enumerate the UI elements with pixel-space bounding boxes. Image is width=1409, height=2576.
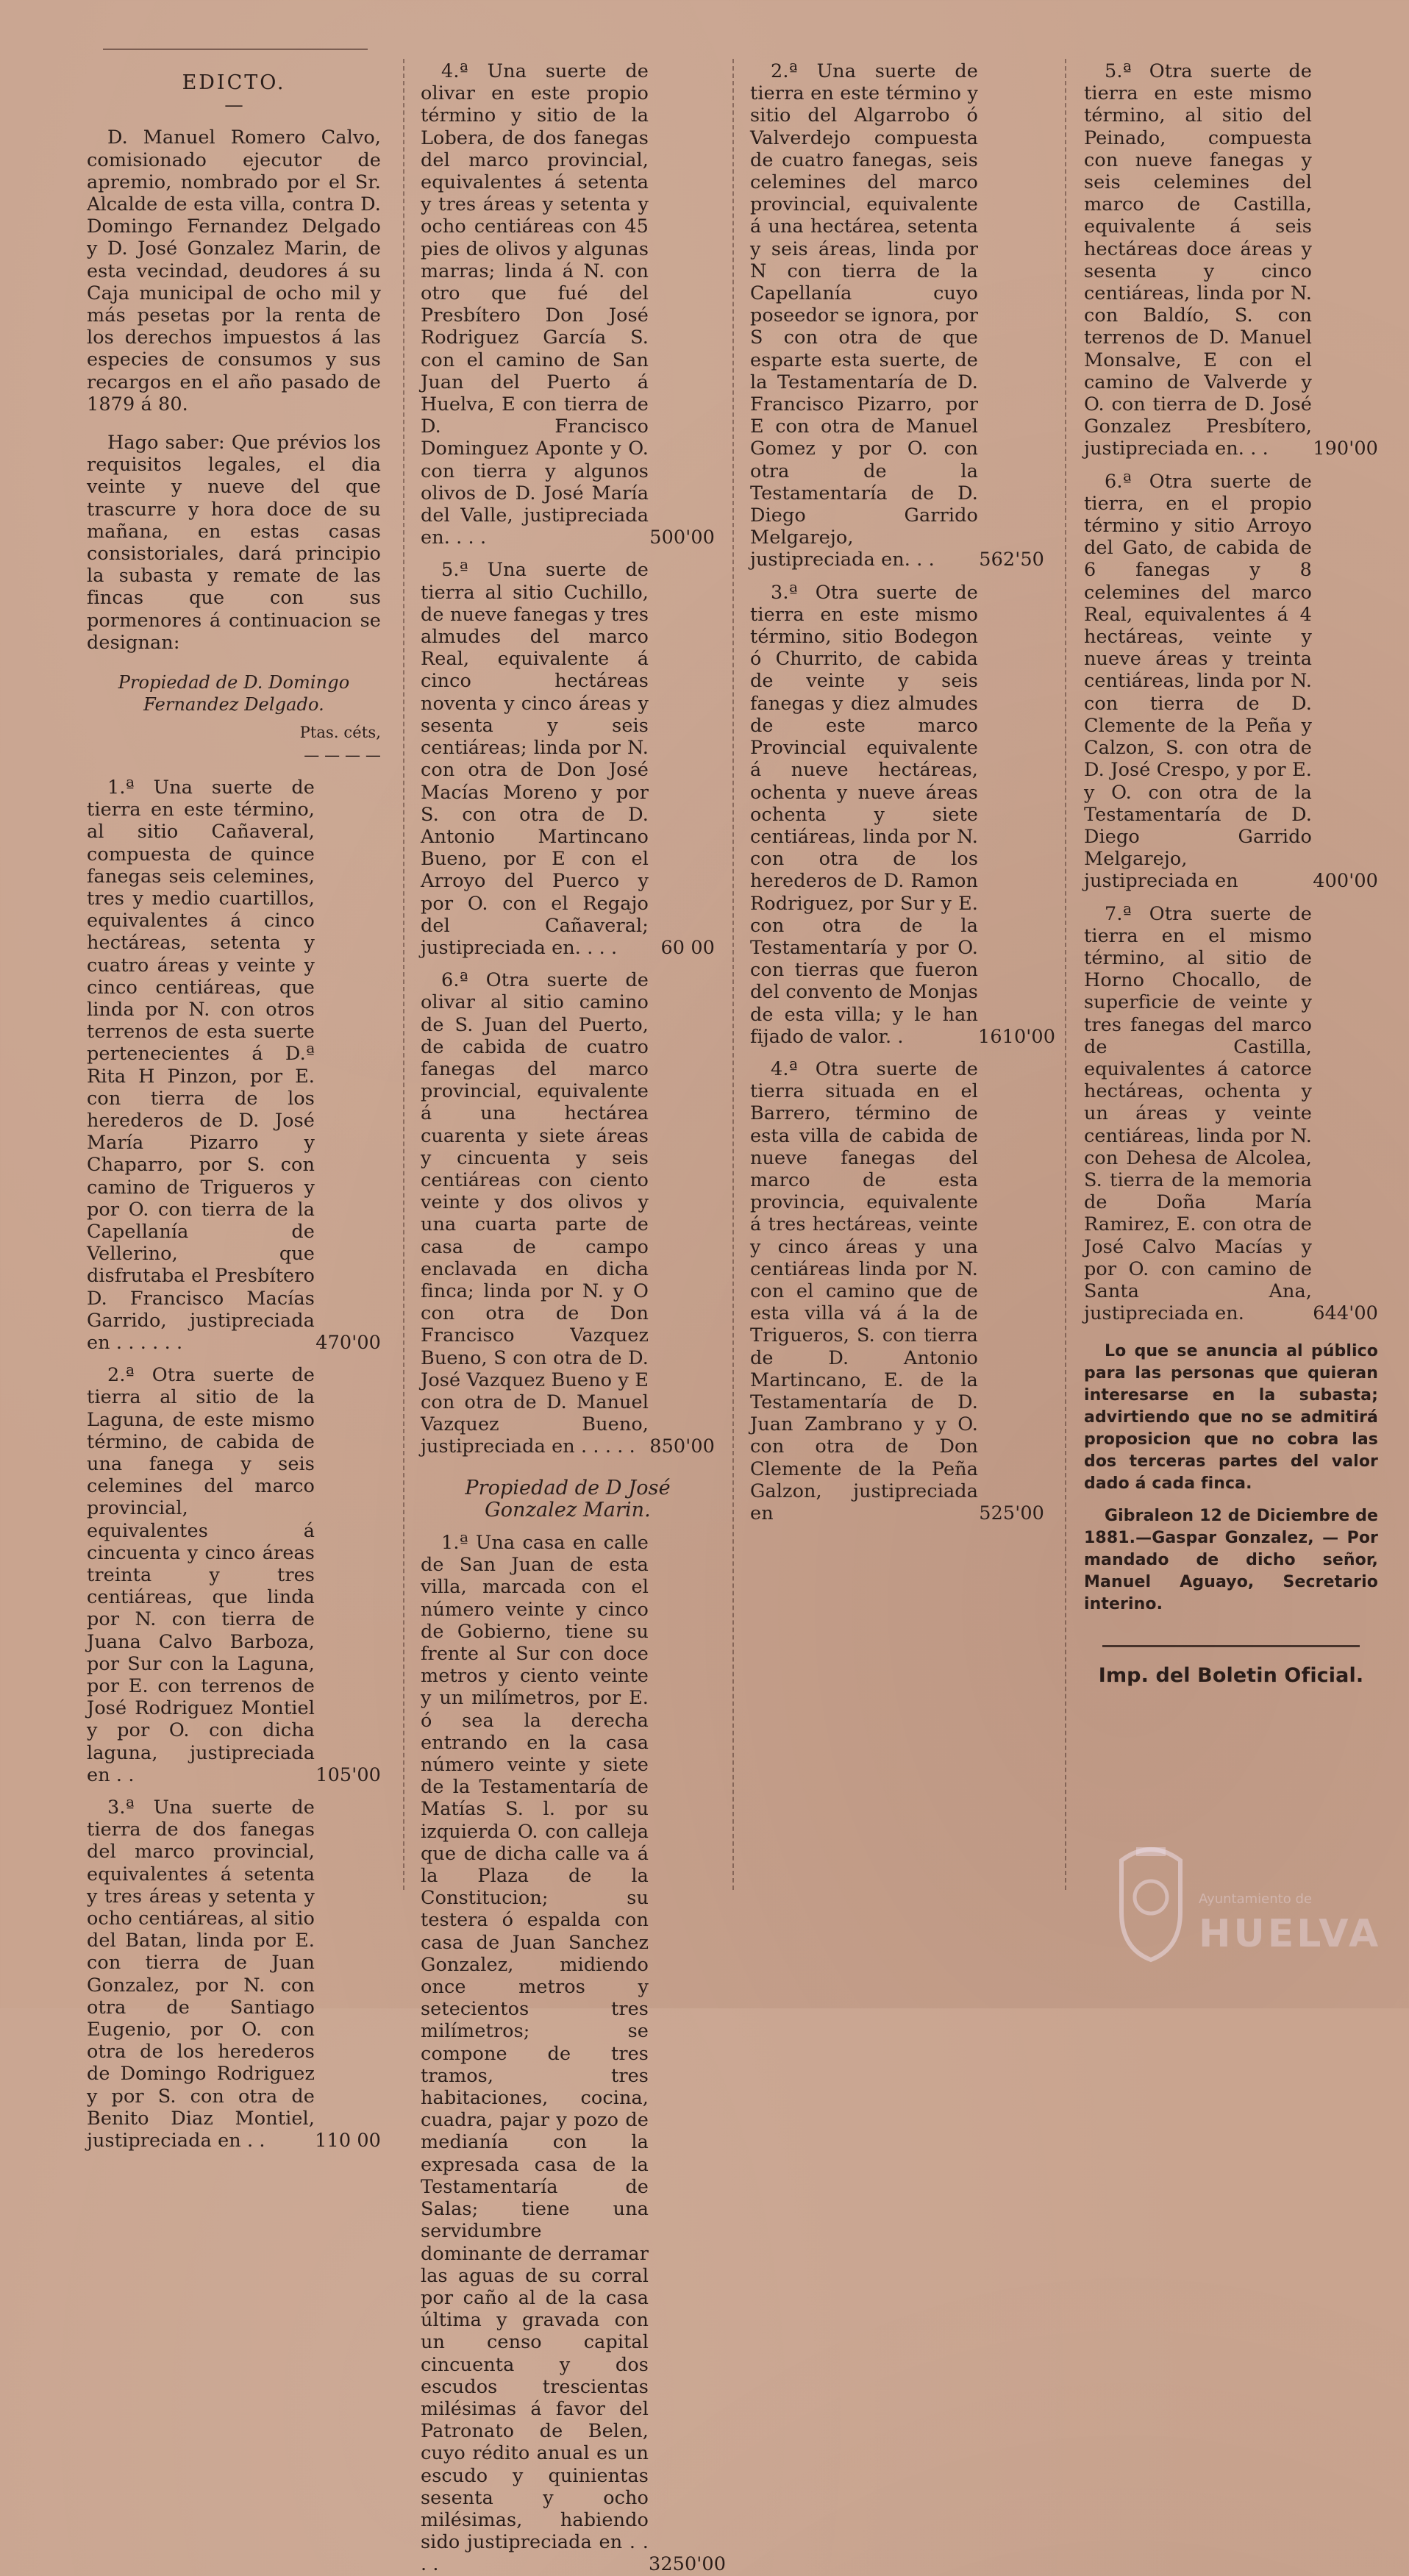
- item-text: 6.ª Otra suerte de olivar al sitio camino de S. Juan del Puerto, de cabida de cuatro fanegas del marco provincial, equivalente á una hectárea cuarenta y siete áreas y cincuenta y seis centiáreas con ciento veinte y dos olivos y una cuarta parte de casa de campo enclavada en dicha finca; linda por N. y O con otra de Don Francisco Vazquez Bueno, S con otra de D. José Vazquez Bueno y E con otra de D. Manuel Vazquez Bueno, justipreciada en . . . . .: [421, 969, 649, 1458]
- list-item: [750, 1058, 1044, 1524]
- archive-watermark: [1114, 1824, 1382, 1985]
- units-rule: — — — —: [304, 746, 381, 764]
- edict-announcement: Hago saber: Que prévios los requisitos legales, el dia veinte y nueve del que trascurre y hora doce de su mañana, en estas casas consistoriales, dará principio la subasta y remate de las fincas que con sus pormenores á continuacion se designan:: [87, 432, 381, 654]
- item-text: 5.ª Otra suerte de tierra en este mismo término, al sitio del Peinado, compuesta con nueve fanegas y seis celemines del marco de Castilla, equivalente á seis hectáreas doce áreas y sesenta y cinco centiáreas, linda por N. con Baldío, S. con terrenos de D. Manuel Monsalve, E con el camino de Valverde y O. con tierra de D. José Gonzalez Presbítero, justipreciada en. . .: [1084, 60, 1312, 460]
- item-text: 6.ª Otra suerte de tierra, en el propio término y sitio Arroyo del Gato, de cabida de 6 fanegas y 8 celemines del marco Real, equivalentes á 4 hectáreas, veinte y nueve áreas y treinta centiáreas, linda por N. con tierra de D. Clemente de la Peña y Calzon, S. con otra de D. José Crespo, y por E. y O. con otra de la Testamentaría de D. Diego Garrido Melgarejo, justipreciada en: [1084, 470, 1312, 893]
- item-text: 3.ª Otra suerte de tierra en este mismo término, sitio Bodegon ó Churrito, de cabida de veinte y seis fanegas y diez almudes de este marco Provincial equivalente á nueve hectáreas, ochenta y nueve áreas ochenta y siete centiáreas, linda por N. con otra de los herederos de D. Ramon Rodriguez, por Sur y E. con otra de la Testamentaría y por O. con tierras que fueron del convento de Monjas de esta villa; y le han fijado de valor. .: [750, 581, 978, 1048]
- list-item: [1084, 471, 1378, 893]
- item-amount: 562'50: [979, 549, 1044, 571]
- closing-notice: Lo que se anuncia al público para las personas que quieran interesarse en la subasta; advirtiendo que no se admitirá proposicion que no cobra las dos terceras partes del valor dado á cada finca.: [1084, 1342, 1378, 1494]
- item-text: 2.ª Una suerte de tierra en este término y sitio del Algarrobo ó Valverdejo compuesta de cuatro fanegas, seis celemines del marco provincial, equivalente á una hectárea, setenta y seis áreas, linda por N con tierra de la Capellanía cuyo poseedor se ignora, por S con otra de que esparte esta suerte, de la Testamentaría de D. Francisco Pizarro, por E con otra de Manuel Gomez y por O. con otra de la Testamentaría de D. Diego Garrido Melgarejo, justipreciada en. . .: [750, 60, 978, 571]
- signature-block: Gibraleon 12 de Diciembre de 1881.—Gaspar Gonzalez, — Por mandado de dicho señor, Manuel Aguayo, Secretario interino.: [1084, 1507, 1378, 1614]
- item-text: 4.ª Otra suerte de tierra situada en el Barrero, término de esta villa de cabida de nueve fanegas del marco de esta provincia, equivalente á tres hectáreas, veinte y cinco áreas y una centiáreas linda por N. con el camino que de esta villa vá á la de Trigueros, S. con tierra de D. Antonio Martincano, E. de la Testamentaría de D. Juan Zambrano y y O. con otra de Don Clemente de la Peña Galzon, justipreciada en: [750, 1057, 978, 1524]
- item-amount: 190'00: [1313, 438, 1378, 460]
- item-amount: 105'00: [315, 1763, 381, 1786]
- list-item: [1084, 903, 1378, 1325]
- footer-rule: [1102, 1645, 1360, 1647]
- item-amount: 60 00: [660, 936, 715, 959]
- item-amount: 1610'00: [978, 1025, 1056, 1048]
- item-text: 5.ª Una suerte de tierra al sitio Cuchillo, de nueve fanegas y tres almudes del marco Real, equivalente á cinco hectáreas noventa y cinco áreas y sesenta y seis centiáreas; linda por N. con otra de Don José Macías Moreno y por S. con otra de D. Antonio Martincano Bueno, por E con el Arroyo del Puerco y por O. con el Regajo del Cañaveral; justipreciada en. . . .: [421, 559, 649, 959]
- list-item: [421, 559, 715, 959]
- item-amount: 110 00: [315, 2130, 381, 2152]
- item-amount: 3250'00: [649, 2553, 727, 2576]
- list-item: [87, 777, 381, 1354]
- item-amount: 850'00: [649, 1435, 715, 1458]
- list-item: [1084, 60, 1378, 460]
- item-amount: 400'00: [1313, 870, 1378, 893]
- item-amount: 500'00: [649, 527, 715, 549]
- edict-intro: D. Manuel Romero Calvo, comisionado ejecutor de apremio, nombrado por el Sr. Alcalde de esta villa, contra D. Domingo Fernandez Delgado y D. José Gonzalez Marin, de esta vecindad, deudores á su Caja municipal de ocho mil y más pesetas por la renta de los derechos impuestos á las especies de consumos y sus recargos en el año pasado de 1879 á 80.: [87, 126, 381, 415]
- units-header: Ptas. céts,: [299, 724, 381, 742]
- item-text: 1.ª Una casa en calle de San Juan de esta villa, marcada con el número veinte y cinco de Gobierno, tiene su frente al Sur con doce metros y ciento veinte y un milímetros, por E. ó sea la derecha entrando en la casa número veinte y siete de la Testamentaría de Matías S. l. por su izquierda O. con calleja que de dicha calle va á la Plaza de la Constitucion; su testera ó espalda con casa de Juan Sanchez Gonzalez, midiendo once metros y setecientos tres milímetros; se compone de tres tramos, tres habitaciones, cocina, cuadra, pajar y pozo de medianía con la expresada casa de la Testamentaría de Salas; tiene una servidumbre dominante de derramar las aguas de su corral por caño al de la casa última y gravada con un censo capital cincuenta y dos escudos trescientas milésimas á favor del Patronato de Belen, cuyo rédito anual es un escudo y quinientas sesenta y ocho milésimas, habiendo sido justipreciada en . . . .: [421, 1532, 649, 2576]
- item-amount: 644'00: [1313, 1302, 1378, 1325]
- watermark-name: HUELVA: [1199, 1912, 1382, 1956]
- list-item: [750, 581, 1056, 1048]
- item-text: 7.ª Otra suerte de tierra en el mismo término, al sitio de Horno Chocallo, de superficie de veinte y tres fanegas del marco de Castilla, equivalentes á catorce hectáreas, ochenta y un áreas y veinte centiáreas, linda por N. con Dehesa de Alcolea, S. tierra de la memoria de Doña María Ramirez, E. con otra de José Calvo Macías y por O. con camino de Santa Ana, justipreciada en.: [1084, 902, 1312, 1325]
- item-text: 4.ª Una suerte de olivar en este propio término y sitio de la Lobera, de dos fanegas del marco provincial, equivalentes á setenta y tres áreas y setenta y ocho centiáreas con 45 pies de olivos y algunas marras; linda á N. con otro que fué del Presbítero Don José Rodriguez García S. con el camino de San Juan del Puerto á Huelva, E con tierra de D. Francisco Dominguez Aponte y O. con tierra y algunos olivos de D. José María del Valle, justipreciada en. . . .: [421, 60, 649, 549]
- title-dash: —: [224, 94, 243, 117]
- column-3: [750, 50, 1056, 1524]
- imprint-line: Imp. del Boletin Oficial.: [1098, 1664, 1364, 1688]
- column-divider: [732, 59, 734, 1890]
- list-item: [750, 60, 1044, 571]
- coat-of-arms-icon: [1114, 1838, 1188, 1963]
- column-4: [1084, 50, 1378, 1688]
- list-item: [87, 1797, 381, 2152]
- item-text: 3.ª Una suerte de tierra de dos fanegas del marco provincial, equivalentes á setenta y tres áreas y setenta y ocho centiáreas, al sitio del Batan, linda por E. con tierra de Juan Gonzalez, por N. con otra de Santiago Eugenio, por O. con otra de los herederos de Domingo Rodriguez y por S. con otra de Benito Diaz Montiel, justipreciada en . .: [87, 1797, 315, 2152]
- item-text: 1.ª Una suerte de tierra en este término, al sitio Cañaveral, compuesta de quince fanegas seis celemines, tres y medio cuartillos, equivalentes á cinco hectáreas, setenta y cuatro áreas y veinte y cinco centiáreas, que linda por N. con otros terrenos de esta suerte pertenecientes á D.ª Rita H Pinzon, por E. con tierra de los herederos de D. José María Pizarro y Chaparro, por S. con camino de Trigueros y por O. con tierra de la Capellanía de Vellerino, que disfrutaba el Presbítero D. Francisco Macías Garrido, justipreciada en . . . . . .: [87, 776, 315, 1354]
- list-item: [421, 969, 715, 1458]
- column-divider: [1065, 59, 1066, 1890]
- item-amount: 525'00: [979, 1502, 1044, 1524]
- list-item: [87, 1364, 381, 1786]
- watermark-subtitle: Ayuntamiento de: [1199, 1891, 1312, 1907]
- item-amount: 470'00: [315, 1331, 381, 1354]
- list-item: [421, 1532, 727, 2576]
- column-1: [87, 50, 381, 2152]
- edict-title: EDICTO.: [182, 71, 286, 94]
- column-divider: [403, 59, 404, 1890]
- list-item: [421, 60, 715, 549]
- item-text: 2.ª Otra suerte de tierra al sitio de la Laguna, de este mismo término, de cabida de una fanega y seis celemines del marco provincial, equivalentes á cincuenta y cinco áreas treinta y tres centiáreas, que linda por N. con tierra de Juana Calvo Barboza, por Sur con la Laguna, por E. con terrenos de José Rodriguez Montiel y por O. con dicha laguna, justipreciada en . .: [87, 1364, 315, 1786]
- section-heading-gonzalez: Propiedad de D José Gonzalez Marin.: [465, 1476, 671, 1521]
- section-heading-fernandez: Propiedad de D. Domingo Fernandez Delgado.: [118, 672, 350, 716]
- column-2: [421, 50, 727, 2576]
